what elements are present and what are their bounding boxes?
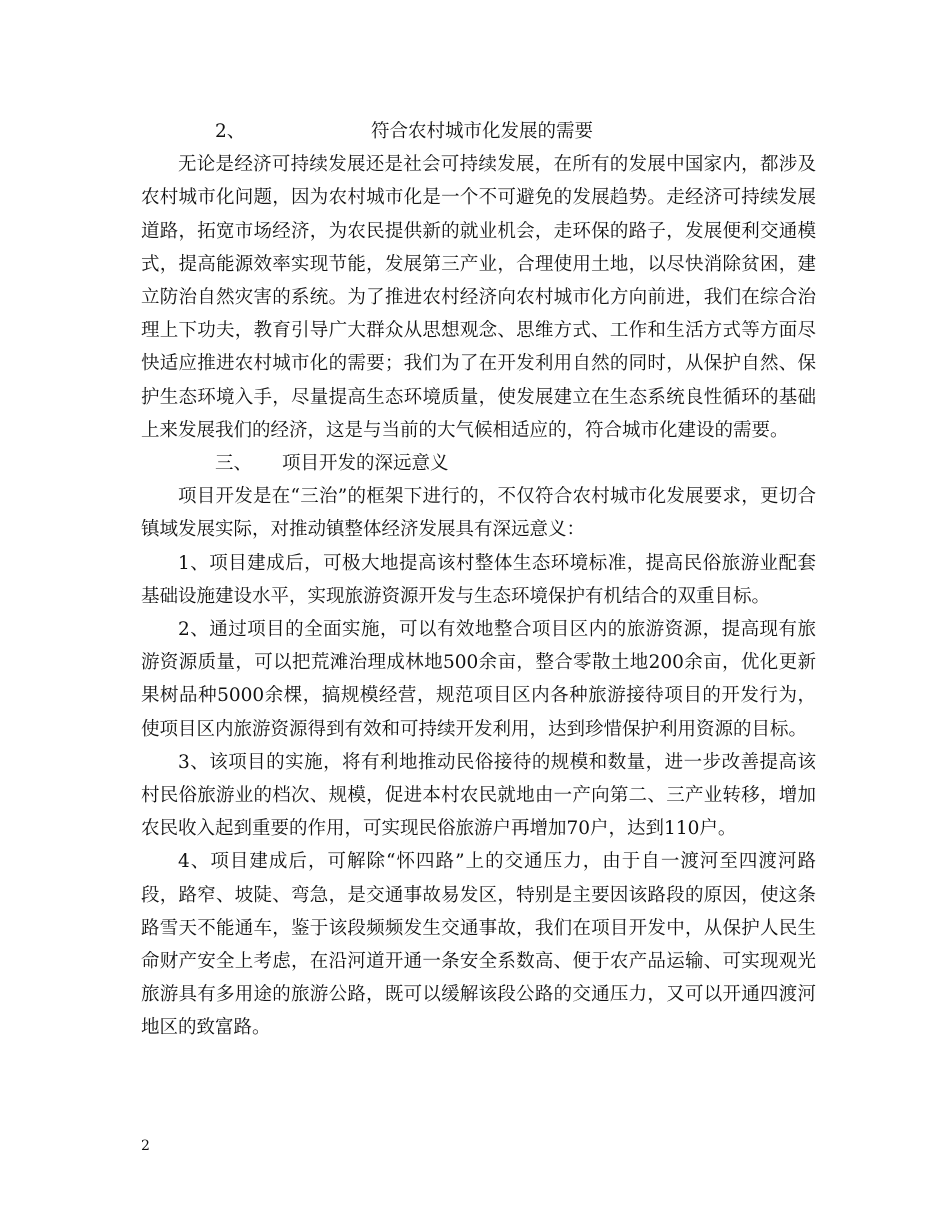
section-heading-3	[141, 447, 816, 480]
list-item-point-1: 1、项目建成后，可极大地提高该村整体生态环境标准，提高民俗旅游业配套基础设施建设水平，实现旅游资源开发与生态环境保护有机结合的双重目标。	[141, 552, 816, 607]
list-item-point-3: 3、该项目的实施，将有利地推动民俗接待的规模和数量，进一步改善提高该村民俗旅游业的档次、规模，促进本村农民就地由一产向第二、三产业转移，增加农民收入起到重要的作用，可实现民俗旅游户再增加70户，达到110户。	[141, 751, 816, 840]
list-item-point-2: 2、通过项目的全面实施，可以有效地整合项目区内的旅游资源，提高现有旅游资源质量，可以把荒滩治理成林地500余亩，整合零散土地200余亩，优化更新果树品种5000余棵，搞规模经营，规范项目区内各种旅游接待项目的开发行为，使项目区内旅游资源得到有效和可持续开发利用，达到珍惜保护利用资源的目标。	[141, 619, 816, 740]
section-number: 三、	[215, 453, 253, 475]
page-number: 2	[141, 1138, 150, 1154]
section-title: 项目开发的深远意义	[282, 453, 449, 475]
paragraph-urbanization: 无论是经济可持续发展还是社会可持续发展，在所有的发展中国家内，都涉及农村城市化问题，因为农村城市化是一个不可避免的发展趋势。走经济可持续发展道路，拓宽市场经济，为农民提供新的就业机会，走环保的路子，发展便利交通模式，提高能源效率实现节能，发展第三产业，合理使用土地，以尽快消除贫困，建立防治自然灾害的系统。为了推进农村经济向农村城市化方向前进，我们在综合治理上下功夫，教育引导广大群众从思想观念、思维方式、工作和生活方式等方面尽快适应推进农村城市化的需要；我们为了在开发利用自然的同时，从保护自然、保护生态环境入手，尽量提高生态环境质量，使发展建立在生态系统良性循环的基础上来发展我们的经济，这是与当前的大气候相适应的，符合城市化建设的需要。	[141, 154, 816, 441]
section-number: 2、	[215, 121, 246, 142]
list-item-point-4: 4、项目建成后，可解除“怀四路”上的交通压力，由于自一渡河至四渡河路段，路窄、坡陡、弯急，是交通事故易发区，特别是主要因该路段的原因，使这条路雪天不能通车，鉴于该段频频发生交通事故，我们在项目开发中，从保护人民生命财产安全上考虑，在沿河道开通一条安全系数高、便于农产品运输、可实现观光旅游具有多用途的旅游公路，既可以缓解该段公路的交通压力，又可以开通四渡河地区的致富路。	[141, 851, 816, 1039]
paragraph-intro: 项目开发是在“三治”的框架下进行的，不仅符合农村城市化发展要求，更切合镇域发展实际，对推动镇整体经济发展具有深远意义：	[141, 486, 816, 541]
section-title: 符合农村城市化发展的需要	[371, 121, 594, 142]
section-heading-2	[141, 115, 816, 148]
document-body	[141, 115, 816, 1045]
